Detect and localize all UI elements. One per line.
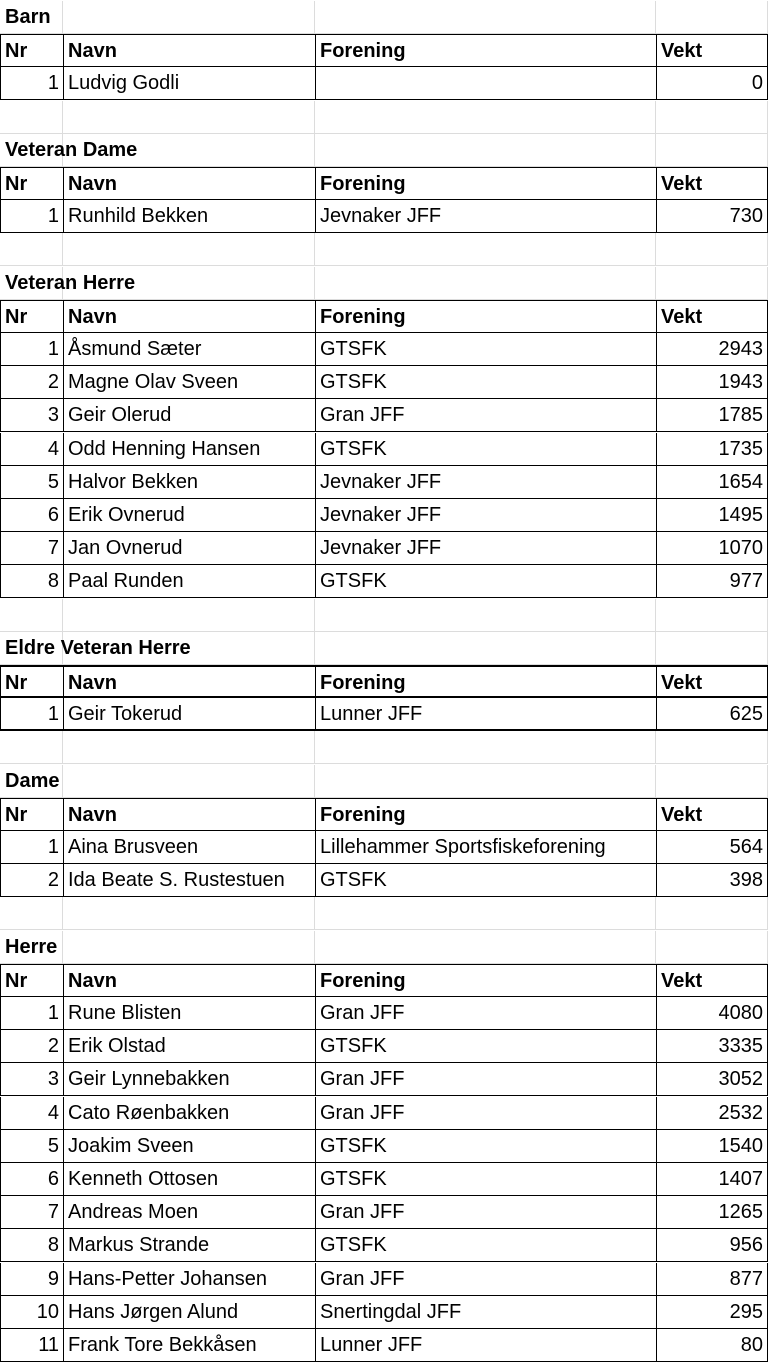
table-row [0, 1296, 768, 1329]
column-header-navn[interactable]: Navn [63, 300, 315, 333]
cell-nr[interactable]: 1 [0, 698, 63, 731]
cell-navn[interactable]: Aina Brusveen [63, 831, 315, 864]
cell-navn[interactable]: Rune Blisten [63, 997, 315, 1030]
cell-nr[interactable]: 7 [0, 1196, 63, 1229]
empty-cell[interactable] [0, 897, 63, 930]
cell-nr[interactable]: 3 [0, 399, 63, 432]
table-row [0, 366, 768, 399]
cell-vekt[interactable]: 1495 [656, 499, 768, 532]
empty-cell[interactable] [656, 101, 768, 134]
cell-nr[interactable]: 11 [0, 1329, 63, 1362]
empty-cell[interactable] [63, 897, 315, 930]
cell-navn[interactable]: Halvor Bekken [63, 466, 315, 499]
cell-nr[interactable]: 2 [0, 366, 63, 399]
empty-cell[interactable] [656, 897, 768, 930]
cell-nr[interactable]: 8 [0, 565, 63, 598]
section-title-row [0, 134, 768, 167]
header-row [0, 34, 768, 67]
cell-vekt[interactable]: 977 [656, 565, 768, 598]
cell-vekt[interactable]: 730 [656, 200, 768, 233]
spacer-row [0, 897, 768, 930]
cell-forening[interactable]: Jevnaker JFF [315, 200, 656, 233]
column-header-navn[interactable]: Navn [63, 167, 315, 200]
column-header-vekt[interactable]: Vekt [656, 964, 768, 997]
table-row [0, 1130, 768, 1163]
empty-cell[interactable] [315, 897, 656, 930]
cell-forening[interactable]: Gran JFF [315, 399, 656, 432]
cell-forening[interactable]: GTSFK [315, 433, 656, 466]
section-title: Herre [0, 931, 768, 964]
cell-forening[interactable]: GTSFK [315, 565, 656, 598]
cell-navn[interactable]: Hans Jørgen Alund [63, 1296, 315, 1329]
table-row [0, 997, 768, 1030]
column-header-nr[interactable]: Nr [0, 798, 63, 831]
empty-cell[interactable] [63, 233, 315, 266]
table-row [0, 200, 768, 233]
cell-forening[interactable]: GTSFK [315, 333, 656, 366]
column-header-nr[interactable]: Nr [0, 665, 63, 698]
spacer-row [0, 233, 768, 266]
cell-forening[interactable]: Gran JFF [315, 1196, 656, 1229]
cell-forening[interactable]: Jevnaker JFF [315, 532, 656, 565]
cell-forening[interactable]: Gran JFF [315, 997, 656, 1030]
cell-vekt[interactable]: 1070 [656, 532, 768, 565]
table-row [0, 1329, 768, 1362]
column-header-navn[interactable]: Navn [63, 964, 315, 997]
column-header-vekt[interactable]: Vekt [656, 34, 768, 67]
column-header-vekt[interactable]: Vekt [656, 300, 768, 333]
cell-navn[interactable]: Geir Olerud [63, 399, 315, 432]
cell-forening[interactable] [315, 67, 656, 100]
column-header-vekt[interactable]: Vekt [656, 665, 768, 698]
section-title: Veteran Dame [0, 134, 768, 167]
table-row [0, 499, 768, 532]
empty-cell[interactable] [0, 101, 63, 134]
cell-nr[interactable]: 5 [0, 1130, 63, 1163]
empty-cell[interactable] [315, 599, 656, 632]
section-title-row [0, 931, 768, 964]
cell-nr[interactable]: 4 [0, 1097, 63, 1130]
cell-nr[interactable]: 2 [0, 864, 63, 897]
section-title: Eldre Veteran Herre [0, 632, 768, 665]
cell-navn[interactable]: Hans-Petter Johansen [63, 1263, 315, 1296]
cell-navn[interactable]: Runhild Bekken [63, 200, 315, 233]
column-header-forening[interactable]: Forening [315, 167, 656, 200]
cell-vekt[interactable]: 1785 [656, 399, 768, 432]
empty-cell[interactable] [0, 731, 63, 764]
cell-navn[interactable]: Jan Ovnerud [63, 532, 315, 565]
column-header-nr[interactable]: Nr [0, 34, 63, 67]
cell-forening[interactable]: Snertingdal JFF [315, 1296, 656, 1329]
cell-nr[interactable]: 2 [0, 1030, 63, 1063]
column-header-vekt[interactable]: Vekt [656, 798, 768, 831]
spacer-row [0, 101, 768, 134]
spacer-row [0, 599, 768, 632]
table-row [0, 1196, 768, 1229]
empty-cell[interactable] [656, 599, 768, 632]
column-header-forening[interactable]: Forening [315, 34, 656, 67]
cell-nr[interactable]: 1 [0, 831, 63, 864]
table-row [0, 1063, 768, 1096]
table-row [0, 532, 768, 565]
cell-forening[interactable]: GTSFK [315, 1130, 656, 1163]
header-row [0, 798, 768, 831]
column-header-nr[interactable]: Nr [0, 300, 63, 333]
section-title: Barn [0, 1, 768, 34]
cell-navn[interactable]: Cato Røenbakken [63, 1097, 315, 1130]
cell-navn[interactable]: Åsmund Sæter [63, 333, 315, 366]
header-row [0, 167, 768, 200]
cell-navn[interactable]: Ludvig Godli [63, 67, 315, 100]
empty-cell[interactable] [315, 233, 656, 266]
section-title-row [0, 765, 768, 798]
cell-forening[interactable]: Gran JFF [315, 1263, 656, 1296]
cell-navn[interactable]: Geir Tokerud [63, 698, 315, 731]
column-header-forening[interactable]: Forening [315, 798, 656, 831]
cell-forening[interactable]: GTSFK [315, 1229, 656, 1262]
spacer-row [0, 731, 768, 764]
cell-navn[interactable]: Erik Olstad [63, 1030, 315, 1063]
cell-vekt[interactable]: 1407 [656, 1163, 768, 1196]
cell-forening[interactable]: GTSFK [315, 1030, 656, 1063]
table-row [0, 864, 768, 897]
cell-vekt[interactable]: 564 [656, 831, 768, 864]
column-header-forening[interactable]: Forening [315, 964, 656, 997]
empty-cell[interactable] [63, 599, 315, 632]
section-title-row [0, 632, 768, 665]
cell-forening[interactable]: Lunner JFF [315, 698, 656, 731]
table-row [0, 1163, 768, 1196]
empty-cell[interactable] [315, 101, 656, 134]
cell-forening[interactable]: Lillehammer Sportsfiskeforening [315, 831, 656, 864]
cell-forening[interactable]: Gran JFF [315, 1097, 656, 1130]
cell-vekt[interactable]: 398 [656, 864, 768, 897]
cell-navn[interactable]: Magne Olav Sveen [63, 366, 315, 399]
cell-nr[interactable]: 9 [0, 1263, 63, 1296]
cell-vekt[interactable]: 2532 [656, 1097, 768, 1130]
cell-nr[interactable]: 1 [0, 200, 63, 233]
cell-nr[interactable]: 7 [0, 532, 63, 565]
column-header-nr[interactable]: Nr [0, 167, 63, 200]
header-row [0, 964, 768, 997]
cell-vekt[interactable]: 877 [656, 1263, 768, 1296]
column-header-forening[interactable]: Forening [315, 665, 656, 698]
table-row [0, 67, 768, 100]
cell-navn[interactable]: Kenneth Ottosen [63, 1163, 315, 1196]
table-row [0, 433, 768, 466]
cell-vekt[interactable]: 625 [656, 698, 768, 731]
table-row [0, 831, 768, 864]
empty-cell[interactable] [656, 731, 768, 764]
cell-vekt[interactable]: 1943 [656, 366, 768, 399]
column-header-forening[interactable]: Forening [315, 300, 656, 333]
cell-forening[interactable]: GTSFK [315, 366, 656, 399]
empty-cell[interactable] [0, 233, 63, 266]
cell-vekt[interactable]: 0 [656, 67, 768, 100]
cell-nr[interactable]: 1 [0, 997, 63, 1030]
cell-nr[interactable]: 6 [0, 499, 63, 532]
cell-nr[interactable]: 3 [0, 1063, 63, 1096]
table-row [0, 399, 768, 432]
cell-vekt[interactable]: 4080 [656, 997, 768, 1030]
column-header-navn[interactable]: Navn [63, 665, 315, 698]
table-row [0, 565, 768, 598]
column-header-vekt[interactable]: Vekt [656, 167, 768, 200]
table-row [0, 333, 768, 366]
cell-nr[interactable]: 4 [0, 433, 63, 466]
table-row [0, 1030, 768, 1063]
cell-nr[interactable]: 1 [0, 67, 63, 100]
cell-navn[interactable]: Frank Tore Bekkåsen [63, 1329, 315, 1362]
cell-navn[interactable]: Odd Henning Hansen [63, 433, 315, 466]
section-title: Veteran Herre [0, 267, 768, 300]
cell-navn[interactable]: Markus Strande [63, 1229, 315, 1262]
cell-navn[interactable]: Paal Runden [63, 565, 315, 598]
cell-forening[interactable]: Jevnaker JFF [315, 466, 656, 499]
column-header-navn[interactable]: Navn [63, 34, 315, 67]
cell-forening[interactable]: Lunner JFF [315, 1329, 656, 1362]
column-header-navn[interactable]: Navn [63, 798, 315, 831]
empty-cell[interactable] [315, 731, 656, 764]
header-row [0, 665, 768, 698]
cell-nr[interactable]: 10 [0, 1296, 63, 1329]
cell-forening[interactable]: Jevnaker JFF [315, 499, 656, 532]
section-title-row [0, 267, 768, 300]
table-row [0, 1097, 768, 1130]
cell-forening[interactable]: GTSFK [315, 864, 656, 897]
cell-vekt[interactable]: 2943 [656, 333, 768, 366]
header-row [0, 300, 768, 333]
cell-vekt[interactable]: 1654 [656, 466, 768, 499]
table-row [0, 698, 768, 731]
cell-vekt[interactable]: 295 [656, 1296, 768, 1329]
cell-vekt[interactable]: 1265 [656, 1196, 768, 1229]
cell-nr[interactable]: 5 [0, 466, 63, 499]
cell-vekt[interactable]: 80 [656, 1329, 768, 1362]
empty-cell[interactable] [656, 233, 768, 266]
table-row [0, 466, 768, 499]
cell-vekt[interactable]: 3335 [656, 1030, 768, 1063]
cell-nr[interactable]: 8 [0, 1229, 63, 1262]
section-title-row [0, 1, 768, 34]
cell-navn[interactable]: Andreas Moen [63, 1196, 315, 1229]
cell-nr[interactable]: 6 [0, 1163, 63, 1196]
cell-navn[interactable]: Geir Lynnebakken [63, 1063, 315, 1096]
empty-cell[interactable] [63, 101, 315, 134]
cell-vekt[interactable]: 1540 [656, 1130, 768, 1163]
column-header-nr[interactable]: Nr [0, 964, 63, 997]
cell-nr[interactable]: 1 [0, 333, 63, 366]
cell-forening[interactable]: GTSFK [315, 1163, 656, 1196]
empty-cell[interactable] [0, 599, 63, 632]
cell-navn[interactable]: Ida Beate S. Rustestuen [63, 864, 315, 897]
cell-forening[interactable]: Gran JFF [315, 1063, 656, 1096]
empty-cell[interactable] [63, 731, 315, 764]
table-row [0, 1229, 768, 1262]
table-row [0, 1263, 768, 1296]
cell-navn[interactable]: Joakim Sveen [63, 1130, 315, 1163]
cell-navn[interactable]: Erik Ovnerud [63, 499, 315, 532]
cell-vekt[interactable]: 3052 [656, 1063, 768, 1096]
cell-vekt[interactable]: 956 [656, 1229, 768, 1262]
cell-vekt[interactable]: 1735 [656, 433, 768, 466]
section-title: Dame [0, 765, 768, 798]
